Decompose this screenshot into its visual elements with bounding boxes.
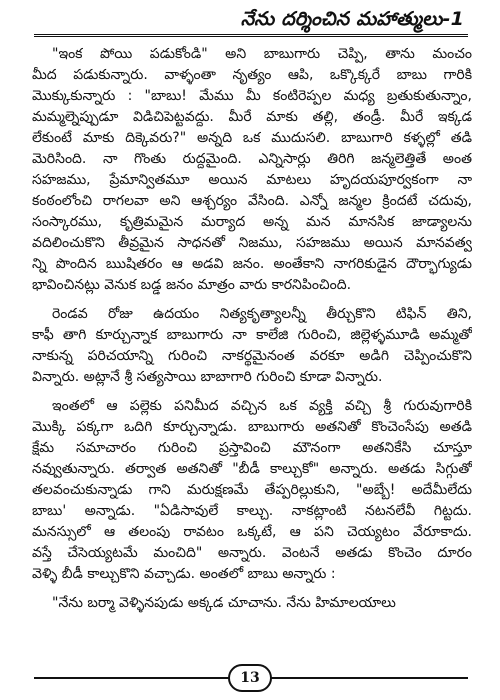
text-line: వదిలించుకొని తీవ్రమైన సాధనతో నిజము, సహజము అయిన మానవత్వ	[32, 235, 472, 251]
text-line: నవ్వుతున్నారు. తర్వాత అతనితో "బీడీ కాల్చుకో" అన్నారు. అతడు సిగ్గుతో	[32, 461, 472, 477]
header-title: నేను దర్శించిన మహాత్ములు-1	[240, 8, 464, 30]
text-line: సంస్కారము, కృత్రిమమైన మర్యాద అన్న మన మానసిక జాడ్యాలను	[32, 214, 472, 230]
text-line: లేకుంటే మాకు దిక్కెవరు?" అన్నది ఒక ముదుసలి. బాబుగారి కళ్ళల్లో తడి	[32, 130, 472, 146]
paragraph	[32, 304, 472, 388]
text-line: భావించినట్లు వెనుక బడ్డ జనం మాత్రం వారు కారనిపించింది.	[32, 277, 352, 293]
text-line: ఇంతలో ఆ పల్లెకు పనిమీద వచ్చిన ఒక వ్యక్తి వచ్చి శ్రీ గురువుగారికి	[52, 398, 472, 414]
text-line: వస్తే చేసెయ్యటమే మంచిది" అన్నారు. వెంటనే అతడు కొంచెం దూరం	[32, 545, 472, 561]
text-line: మమ్మల్నెప్పుడూ విడిచిపెట్టవద్దు. మీరే మాకు తల్లి, తండ్రీ. మీరే ఇక్కడ	[32, 109, 472, 125]
text-line: బాబు' అన్నాడు. "ఏడిసావులే కాల్చు. నాకట్లాంటి నటనలేవీ గిట్టదు.	[32, 503, 472, 519]
text-line: మీద పడుకున్నారు. వాళ్ళంతా నృత్యం ఆపి, ఒక్కొక్కరే బాబు గారికి	[32, 67, 472, 83]
body-text	[32, 44, 472, 622]
text-line: వెళ్ళి బీడీ కాల్చుకొని వచ్చాడు. అంతలో బాబు అన్నారు :	[32, 566, 336, 582]
page-number-label: 13	[240, 670, 260, 686]
text-line: మనస్సులో ఆ తలంపు రావటం ఒక్కటే, ఆ పని చెయ్యటం వేరూకాదు.	[32, 524, 472, 540]
paragraph	[32, 396, 472, 585]
text-line: తలవంచుకున్నాడు గాని మరుక్షణమే తేప్పరిల్లుకుని, "అబ్బే! అదేమీలేదు	[32, 482, 472, 498]
text-line: కంఠంలోంచి రాగలవా అని ఆశ్చర్యం వేసింది. ఎన్నో జన్మల క్రిందటే చదువు,	[32, 193, 472, 209]
text-line: మొక్కుకున్నారు : "బాబు! మేము మీ కంటిరెప్పల మధ్య బ్రతుకుతున్నాం,	[32, 88, 472, 104]
text-line: న్ని పొందిన ఋషితరం ఆ అడవి జనం. అంతేకాని నాగరికుడైన దౌర్భాగ్యుడు	[32, 256, 472, 272]
text-line: మొక్కి పక్కగా ఒదిగి కూర్చున్నాడు. బాబుగారు అతనితో కొంచెంసేపు అతడి	[32, 419, 472, 435]
text-line: "నేను బర్మా వెళ్ళినపుడు అక్కడ చూచాను. నేను హిమాలయాలు	[52, 595, 396, 611]
paragraph	[32, 44, 472, 296]
text-line: "ఇంక పోయి పడుకోండి" అని బాబుగారు చెప్పి, తాను మంచం	[52, 46, 472, 62]
page-number	[228, 664, 272, 692]
text-line: కాఫీ తాగి కూర్చున్నాక బాబుగారు నా కాలేజి గురించి, జిల్లెళ్ళమూడి అమ్మతో	[32, 327, 472, 343]
text-line: క్షేమ సమాచారం గురించి ప్రస్తావించి మౌనంగా అతనికేసి చూస్తూ	[32, 440, 472, 456]
text-line: విన్నారు. అట్లానే శ్రీ సత్యసాయి బాబాగారి గురించి కూడా విన్నారు.	[32, 369, 383, 385]
text-line: సహజము, ప్రేమాన్వితమూ అయిన మాటలు హృదయపూర్వకంగా నా	[32, 172, 472, 188]
paragraph	[32, 593, 472, 614]
text-line: రెండవ రోజు ఉదయం నిత్యకృత్యాలన్నీ తీర్చుకొని టిఫిన్ తిని,	[52, 306, 472, 322]
running-header	[34, 6, 468, 37]
text-line: నాకున్న పరిచయాన్ని గురించి నాకర్థమైనంత వరకూ అడిగి చెప్పించుకొని	[32, 348, 472, 364]
text-line: మెరిసింది. నా గొంతు రుద్దమైంది. ఎన్నిసార్లు తిరిగి జన్మలెత్తితే అంత	[32, 151, 472, 167]
